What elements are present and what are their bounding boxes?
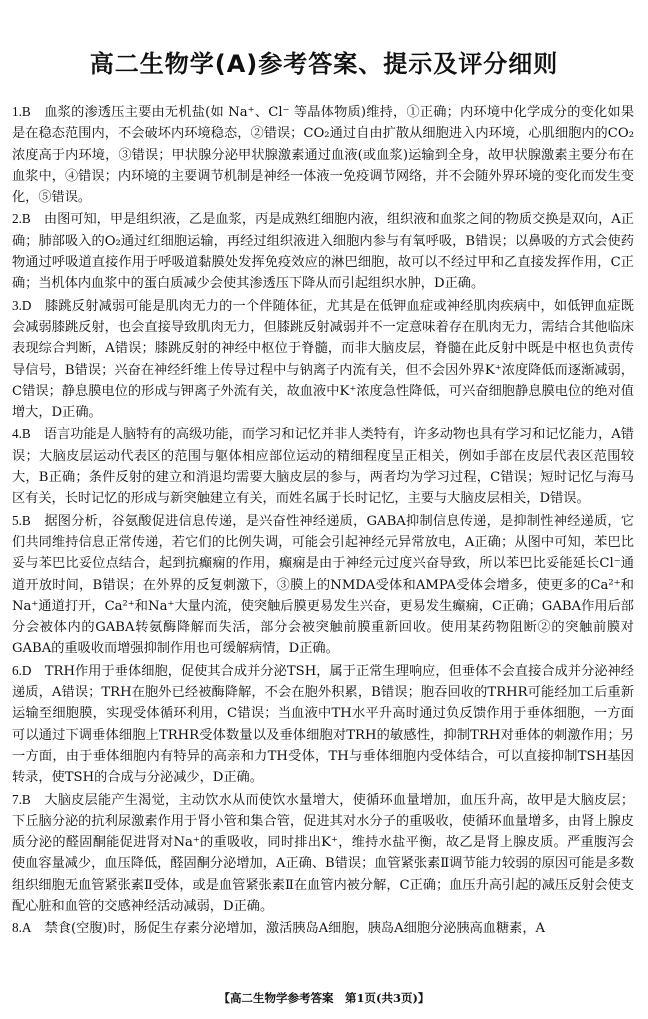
answer-text: 由图可知，甲是组织液，乙是血浆，丙是成熟红细胞内液，组织液和血浆之间的物质交换是双向，A正确；肺部吸入的O₂通过红细胞运输，再经过组织液进入细胞内参与有氧呼吸，B错误；以鼻吸的方式会使药物通过呼吸道直接作用于呼吸道黏膜处发挥免疫效应的淋巴细胞，故可以不经过甲和乙直接发挥作用，C正确；当机体内血浆中的蛋白质减少会使其渗透压下降从而引起组织水肿，D正确。 (12, 212, 634, 292)
answer-item-8 (12, 917, 634, 939)
answer-number: 8.A (12, 920, 32, 936)
answer-text: 语言功能是人脑特有的高级功能，而学习和记忆并非人类特有，许多动物也具有学习和记忆能力，A错误；大脑皮层运动代表区的范围与躯体相应部位运动的精细程度呈正相关，例如手部在皮层代表区范围较大，B正确；条件反射的建立和消退均需要大脑皮层的参与，两者均为学习过程，C错误；短时记忆与海马区有关，长时记忆的形成与新突触建立有关，而姓名属于长时记忆，主要与大脑皮层相关，D错误。 (12, 427, 634, 507)
answer-text: 膝跳反射减弱可能是肌肉无力的一个伴随体征，尤其是在低钾血症或神经肌肉疾病中，如低钾血症既会减弱膝跳反射，也会直接导致肌肉无力，但膝跳反射减弱并不一定意味着存在肌肉无力，需结合其他临床表现综合判断，A错误；膝跳反射的神经中枢位于脊髓，而非大脑皮层，脊髓在此反射中既是中枢也负责传导信号，B错误；兴奋在神经纤维上传导过程中与钠离子内流有关，但不会因外界K⁺浓度降低而逐渐减弱，C错误；静息膜电位的形成与钾离子外流有关，故血液中K⁺浓度急性降低，可兴奋细胞静息膜电位的绝对值增大，D正确。 (12, 298, 634, 421)
answers-list (12, 101, 634, 940)
answer-number: 4.B (12, 426, 31, 442)
answer-text: TRH作用于垂体细胞，促使其合成并分泌TSH，属于正常生理响应，但垂体不会直接合成并分泌神经递质，A错误；TRH在胞外已经被酶降解，不会在胞外积累，B错误；胞吞回收的TRHR可能经加工后重新运输至细胞膜，实现受体循环利用，C错误；当血液中TH水平升高时通过负反馈作用于垂体细胞，一方面可以通过下调垂体细胞上TRHR受体数量以及垂体细胞对TRH的敏感性，抑制TRH对垂体的刺激作用；另一方面，由于垂体细胞内有特异的高亲和力TH受体，TH与垂体细胞内受体结合，可以直接抑制TSH基因转录，使TSH的合成与分泌减少，D正确。 (12, 663, 634, 786)
answer-item-1 (12, 101, 634, 208)
answer-number: 5.B (12, 512, 31, 528)
page-footer: 【高二生物学参考答案 第1页(共3页)】 (218, 991, 430, 1005)
answer-item-7 (12, 789, 634, 918)
answer-text: 大脑皮层能产生渴觉，主动饮水从而使饮水量增大，使循环血量增加，血压升高，故甲是大脑皮层；下丘脑分泌的抗利尿激素作用于肾小管和集合管，促进其对水分子的重吸收，使循环血量增多，由肾上腺皮质分泌的醛固酮能促进肾对Na⁺的重吸收，同时排出K⁺，维持水盐平衡，故乙是肾上腺皮质。严重腹泻会使血容量减少，血压降低，醛固酮分泌增加，A正确、B错误；血管紧张素Ⅱ调节能力较弱的原因可能是多数组织细胞无血管紧张素Ⅱ受体，或是血管紧张素Ⅱ在血管内被分解，C正确；血压升高引起的减压反射会使支配心脏和血管的交感神经活动减弱，D正确。 (12, 792, 635, 914)
answer-number: 1.B (12, 104, 31, 119)
answer-item-2 (12, 208, 634, 294)
page-title: 高二生物学(A)参考答案、提示及评分细则 (89, 50, 559, 78)
answer-text: 血浆的渗透压主要由无机盐(如 Na⁺、Cl⁻ 等晶体物质)维持，①正确；内环境中化学成分的变化如果是在稳态范围内，不会破坏内环境稳态，②错误；CO₂通过自由扩散从细胞进入内环境，心肌细胞内的CO₂浓度高于内环境，③错误；甲状腺分泌甲状腺激素通过血液(或血浆)运输到全身，故甲状腺激素主要分布在血浆中，④错误；内环境的主要调节机制是神经一体液一免疫调节网络，并不会随外界环境的变化而发生变化，⑤错误。 (12, 105, 635, 206)
answer-item-4 (12, 423, 634, 509)
answer-item-3 (12, 295, 634, 424)
answer-item-6 (12, 660, 634, 789)
answer-item-5 (12, 510, 634, 660)
answer-number: 3.D (12, 297, 32, 313)
answer-text: 禁食(空腹)时，肠促生存素分泌增加，激活胰岛A细胞，胰岛A细胞分泌胰高血糖素，A (44, 921, 546, 937)
answer-text: 据图分析，谷氨酸促进信息传递，是兴奋性神经递质，GABA抑制信息传递，是抑制性神经递质，它们共同维持信息正常传递，若它们的比例失调，可能会引起神经元异常放电，A正确；从图中可知，苯巴比妥与苯巴比妥位点结合，起到抗癫痫的作用，癫痫是由于神经元过度兴奋导致，所以苯巴比妥能延长Cl⁻通道开放时间，B错误；在外界的反复刺激下，③膜上的NMDA受体和AMPA受体会增多，使更多的Ca²⁺和Na⁺通道打开，Ca²⁺和Na⁺大量内流，使突触后膜更易发生兴奋，更易发生癫痫，C正确；GABA作用后部分会被体内的GABA转氨酶降解而失活，部分会被突触前膜重新回收。使用某药物阻断②的突触前膜对GABA的重吸收而增强抑制作用也可缓解病情，D正确。 (12, 513, 634, 657)
answer-number: 6.D (12, 662, 32, 678)
answer-number: 2.B (12, 211, 31, 227)
answer-number: 7.B (12, 791, 31, 807)
